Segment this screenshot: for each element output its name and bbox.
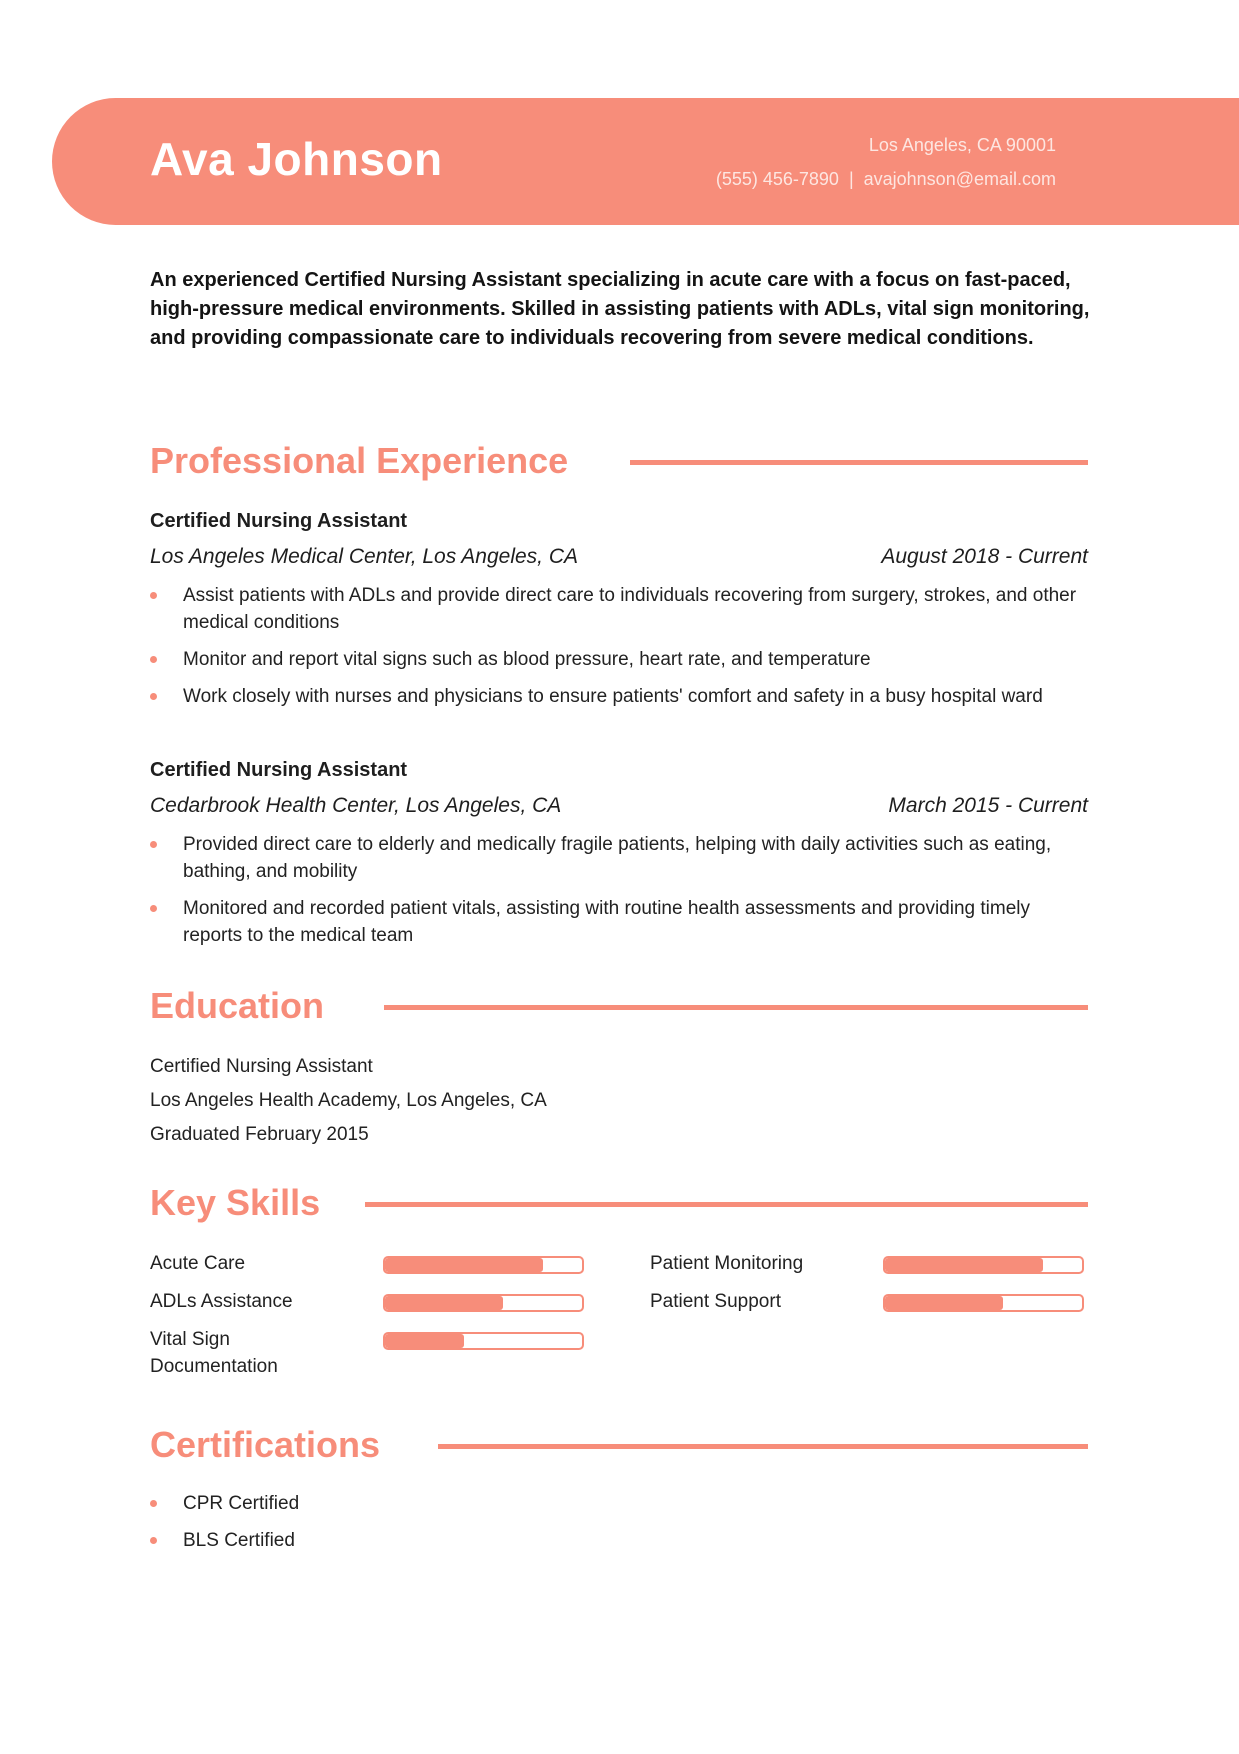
experience-divider [630, 460, 1088, 465]
education-divider [384, 1005, 1088, 1010]
skill-level-fill [385, 1258, 543, 1272]
job-title: Certified Nursing Assistant [150, 759, 408, 781]
job-entry-2 [150, 757, 1088, 959]
list-item: Work closely with nurses and physicians to ensure patients' comfort and safety in a busy hospital ward [150, 683, 1088, 710]
education-entry [150, 1050, 547, 1152]
phone: (555) 456-7890 [715, 169, 839, 189]
skill-level-fill [385, 1334, 464, 1348]
skills-section-header [150, 1178, 1088, 1228]
education-degree: Certified Nursing Assistant [150, 1056, 373, 1077]
job-dates: August 2018 - Current [881, 545, 1088, 568]
experience-title: Professional Experience [150, 440, 569, 481]
skill-label: Patient Support [650, 1291, 781, 1312]
skills-title: Key Skills [150, 1182, 321, 1223]
job-meta [150, 791, 1088, 821]
job-duties [150, 582, 1088, 710]
education-section-header [150, 981, 1088, 1031]
certifications-section-header [150, 1420, 1088, 1470]
job-dates: March 2015 - Current [888, 794, 1088, 817]
skill-label: Vital Sign Documentation [150, 1329, 278, 1377]
skill-label: Acute Care [150, 1253, 246, 1274]
bullet-dot-icon [150, 1500, 157, 1507]
skill-level-bar [383, 1256, 584, 1274]
job-company: Los Angeles Medical Center, Los Angeles, CA [150, 545, 579, 568]
contact-separator: | [848, 169, 854, 189]
list-item: Monitor and report vital signs such as blood pressure, heart rate, and temperature [150, 646, 1088, 673]
certification-items [150, 1490, 650, 1554]
location: Los Angeles, CA 90001 [868, 135, 1056, 155]
education-school: Los Angeles Health Academy, Los Angeles, CA [150, 1090, 547, 1111]
education-title: Education [150, 985, 325, 1026]
skills-divider [365, 1202, 1088, 1207]
candidate-name: Ava Johnson [150, 133, 443, 185]
job-company: Cedarbrook Health Center, Los Angeles, CA [150, 794, 562, 817]
contact-info [716, 128, 1056, 196]
skill-level-bar [383, 1332, 584, 1350]
header-band [52, 98, 1239, 225]
bullet-dot-icon [150, 1537, 157, 1544]
list-item: Assist patients with ADLs and provide direct care to individuals recovering from surgery, strokes, and other medical conditions [150, 582, 1088, 636]
skill-level-bar [383, 1294, 584, 1312]
certifications-title: Certifications [150, 1424, 381, 1465]
list-item: CPR Certified [150, 1490, 650, 1517]
list-item: Provided direct care to elderly and medically fragile patients, helping with daily activities such as eating, bathing, and mobility [150, 831, 1088, 885]
experience-section-header [150, 436, 1088, 486]
bullet-dot-icon [150, 841, 157, 848]
job-entry-1 [150, 508, 1088, 720]
job-duties [150, 831, 1088, 949]
bullet-dot-icon [150, 693, 157, 700]
list-item: BLS Certified [150, 1527, 650, 1554]
phone-email-line [716, 162, 1056, 196]
skill-level-fill [885, 1296, 1003, 1310]
skill-level-fill [385, 1296, 503, 1310]
email: avajohnson@email.com [863, 169, 1056, 189]
skill-level-fill [885, 1258, 1043, 1272]
list-item: Monitored and recorded patient vitals, assisting with routine health assessments and providing timely reports to the medical team [150, 895, 1088, 949]
job-title: Certified Nursing Assistant [150, 510, 408, 532]
bullet-dot-icon [150, 656, 157, 663]
certifications-list [150, 1490, 650, 1564]
education-graduated: Graduated February 2015 [150, 1124, 369, 1145]
bullet-dot-icon [150, 905, 157, 912]
certifications-divider [438, 1444, 1088, 1449]
skill-level-bar [883, 1294, 1084, 1312]
bullet-dot-icon [150, 592, 157, 599]
skill-label: ADLs Assistance [150, 1291, 293, 1312]
skill-level-bar [883, 1256, 1084, 1274]
job-meta [150, 542, 1088, 572]
profile-summary: An experienced Certified Nursing Assistant specializing in acute care with a focus on fast-paced, high-pressure medical environments. Skilled in assisting patients with ADLs, vital sign monitoring, and providing compassionate care to individuals recovering from severe medical conditions. [150, 269, 1090, 349]
skill-label: Patient Monitoring [650, 1253, 804, 1274]
